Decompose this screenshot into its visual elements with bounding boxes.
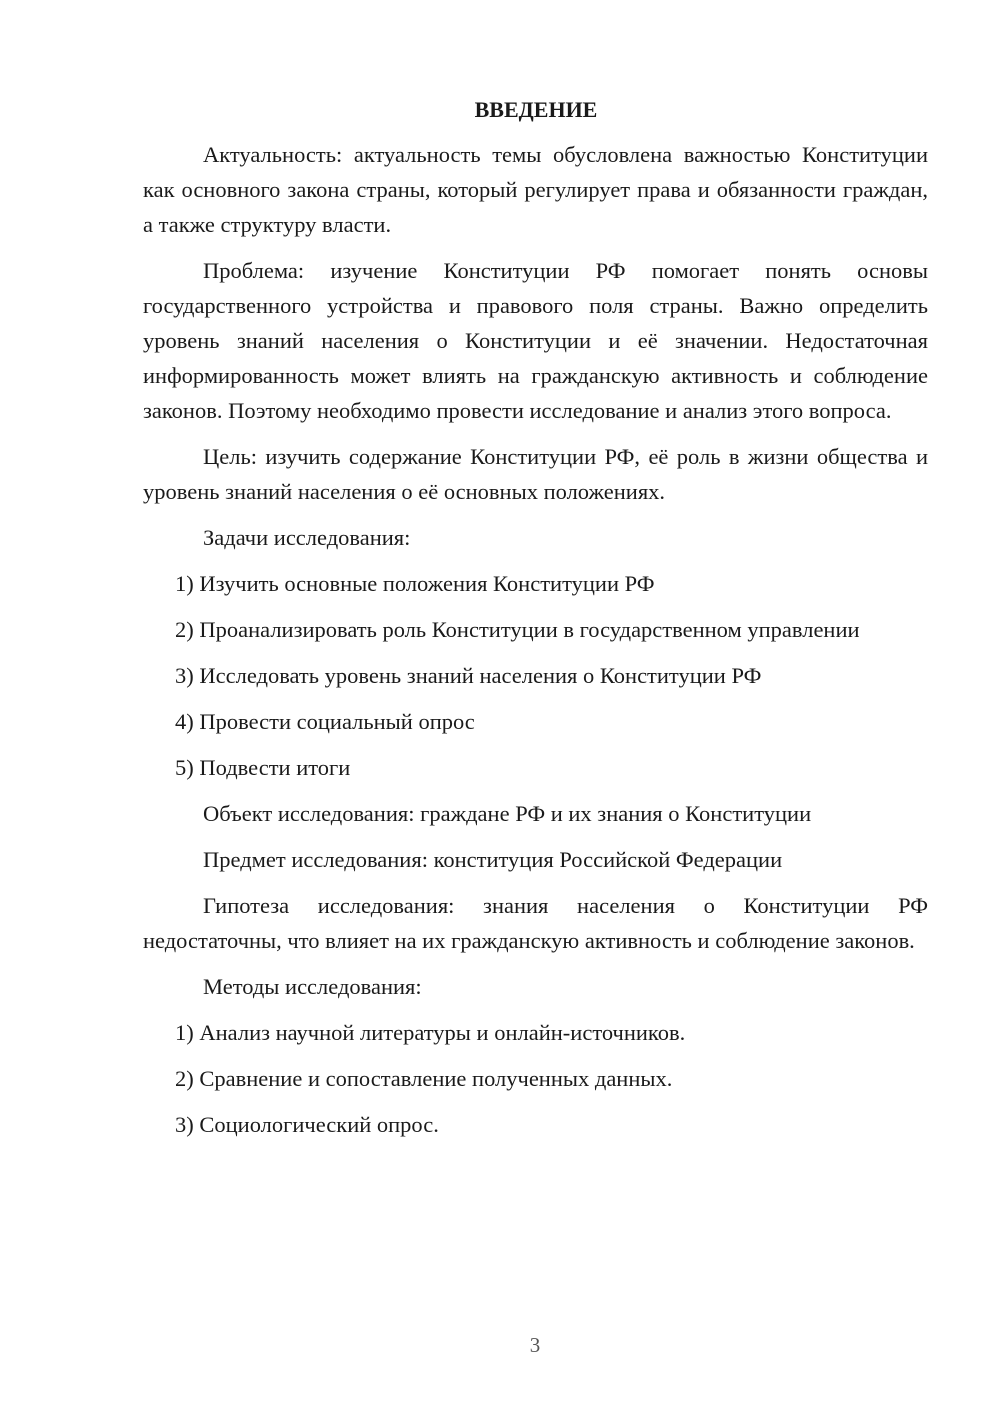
hypothesis-paragraph: Гипотеза исследования: знания населения о Конституции РФ недостаточны, что влияет на их гражданскую активность и соблюдение законов.: [143, 893, 928, 953]
page-content: [143, 92, 928, 1153]
tasks-heading: Задачи исследования:: [203, 525, 411, 550]
section-title: ВВЕДЕНИЕ: [474, 97, 598, 122]
task-item: 4) Провести социальный опрос: [175, 709, 475, 734]
problem-paragraph: Проблема: изучение Конституции РФ помогает понять основы государственного устройства и правового поля страны. Важно определить уровень знаний населения о Конституции и её значении. Недостаточная информированность может влиять на гражданскую активность и соблюдение законов. Поэтому необходимо провести исследование и анализ этого вопроса.: [143, 258, 928, 423]
goal-paragraph: Цель: изучить содержание Конституции РФ, её роль в жизни общества и уровень знаний населения о её основных положениях.: [143, 444, 928, 504]
methods-heading: Методы исследования:: [203, 974, 422, 999]
object-paragraph: Объект исследования: граждане РФ и их знания о Конституции: [203, 801, 812, 826]
page-number: 3: [529, 1333, 541, 1357]
method-item: 2) Сравнение и сопоставление полученных данных.: [175, 1066, 673, 1091]
task-item: 5) Подвести итоги: [175, 755, 351, 780]
subject-paragraph: Предмет исследования: конституция Российской Федерации: [203, 847, 783, 872]
method-item: 3) Социологический опрос.: [175, 1112, 439, 1137]
relevance-paragraph: Актуальность: актуальность темы обусловлена важностью Конституции как основного закона страны, который регулирует права и обязанности граждан, а также структуру власти.: [143, 142, 928, 237]
method-item: 1) Анализ научной литературы и онлайн-источников.: [175, 1020, 686, 1045]
task-item: 3) Исследовать уровень знаний населения о Конституции РФ: [175, 663, 762, 688]
task-item: 2) Проанализировать роль Конституции в государственном управлении: [175, 617, 860, 642]
task-item: 1) Изучить основные положения Конституции РФ: [175, 571, 655, 596]
